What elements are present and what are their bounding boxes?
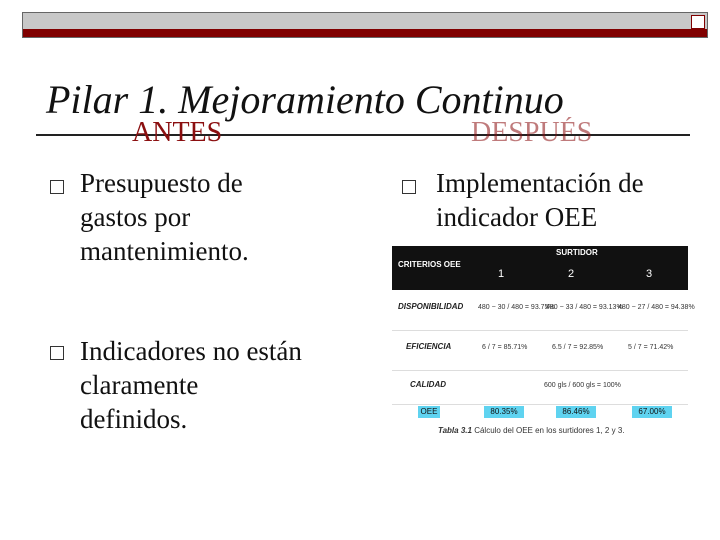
- row-label: DISPONIBILIDAD: [398, 302, 464, 311]
- table-row: [392, 370, 688, 405]
- table-row: [392, 290, 695, 331]
- caption-text: Cálculo del OEE en los surtidores 1, 2 y 3.: [474, 426, 625, 435]
- table-row: [392, 330, 688, 371]
- oee-result-row: [392, 406, 688, 420]
- left-bullet-2: Indicadores no están claramente definidos.: [80, 336, 302, 434]
- caption-label: Tabla 3.1: [438, 426, 472, 435]
- table-cell: 6 / 7 = 85.71%: [482, 344, 528, 351]
- bullet-square-icon: [50, 346, 64, 360]
- surtidor-header: SURTIDOR: [556, 248, 598, 257]
- bullet-square-icon: [402, 180, 416, 194]
- criteria-header: CRITERIOS OEE: [398, 260, 461, 269]
- oee-value-3: 67.00%: [632, 406, 672, 418]
- table-caption: [438, 426, 624, 435]
- table-cell: 480 − 33 / 480 = 93.13%: [546, 304, 623, 311]
- top-bar-stripe: [23, 29, 707, 37]
- table-cell: 6.5 / 7 = 92.85%: [552, 344, 604, 351]
- oee-table-header: [392, 246, 688, 290]
- column-header-2: 2: [568, 268, 575, 280]
- right-column-heading: DESPUÉS: [471, 117, 593, 148]
- column-header-1: 1: [498, 268, 505, 280]
- table-cell: 600 gls / 600 gls = 100%: [544, 382, 621, 389]
- left-bullet-1: Presupuesto de gastos por mantenimiento.: [80, 168, 249, 266]
- column-header-3: 3: [646, 268, 653, 280]
- oee-value-2: 86.46%: [556, 406, 596, 418]
- oee-table: [392, 246, 695, 440]
- right-bullet-1: Implementación de indicador OEE: [436, 168, 644, 232]
- row-label: CALIDAD: [410, 380, 446, 389]
- top-decorative-bar: [22, 12, 708, 38]
- slide-title: Pilar 1. Mejoramiento Continuo: [46, 77, 564, 122]
- top-bar-square: [691, 15, 705, 29]
- bullet-square-icon: [50, 180, 64, 194]
- left-column-heading: ANTES: [132, 117, 223, 148]
- oee-label: OEE: [418, 406, 440, 418]
- row-label: EFICIENCIA: [406, 342, 452, 351]
- table-cell: 480 − 27 / 480 = 94.38%: [618, 304, 695, 311]
- oee-value-1: 80.35%: [484, 406, 524, 418]
- table-cell: 480 − 30 / 480 = 93.75%: [478, 304, 555, 311]
- table-cell: 5 / 7 = 71.42%: [628, 344, 674, 351]
